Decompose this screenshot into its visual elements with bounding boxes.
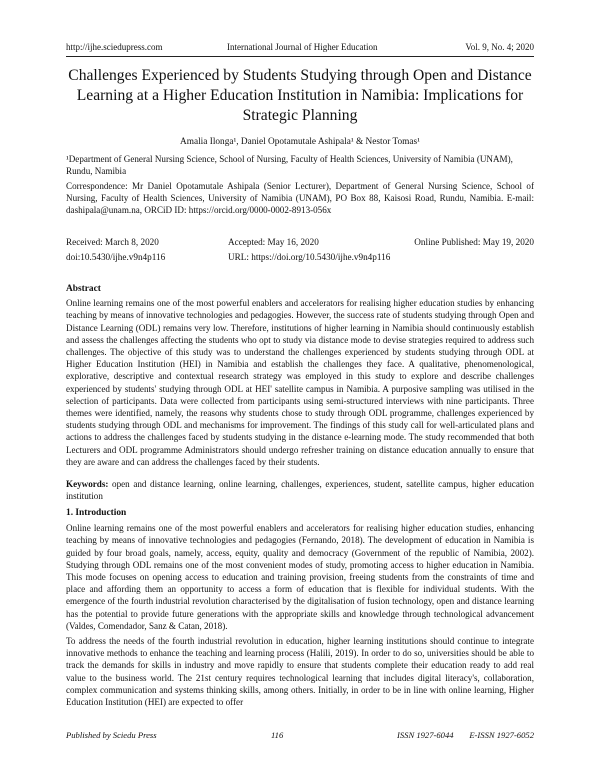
- journal-url[interactable]: http://ijhe.sciedupress.com: [66, 42, 163, 52]
- page-footer: [66, 730, 534, 742]
- intro-paragraph-2: To address the needs of the fourth industrial revolution in education, higher learning institutions should continue to integrate innovative methods to enhance the teaching and learning process (Halili, 2019). In order to do so, universities should be able to track the demands for skills in industry and move rapidly to ensure that students complete their education ready to add real value to the business world. The 21st century requires technological learning that includes digital literacy's, collaboration, complex communication and systems thinking skills, among others. Initially, in order to be in line with online learning, Higher Education Institution (HEI) are expected to offer: [66, 636, 534, 708]
- journal-name: International Journal of Higher Education: [227, 42, 378, 52]
- doi-row: [66, 252, 534, 264]
- abstract-heading: Abstract: [66, 284, 101, 294]
- running-header: [66, 42, 534, 57]
- abstract-section: [66, 283, 534, 468]
- correspondence: Correspondence: Mr Daniel Opotamutale Ashipala (Senior Lecturer), Department of General Nursing Science, School of Nursing, Faculty of Health Sciences, University of Namibia (UNAM), PO Box 88, Kaisosi Road, Rundu, Namibia. E-mail: dashipala@unam.na, ORCiD ID: https://orcid.org/0000-0002-8913-056x: [66, 181, 534, 216]
- abstract-text: Online learning remains one of the most powerful enablers and accelerators for realising higher education studies by enhancing teaching by means of innovative technologies and pedagogies. However, the success rate of students studying through Open and Distance Learning (ODL) remains very low. Therefore, institutions of higher learning in Namibia should continuously establish and assess the challenges affecting the students who opt to study via distance mode to devise strategies required to address such challenges. The objective of this study was to understand the challenges experienced by students studying through ODL at Higher Education Institution (HEI) in Namibia and establish the challenges they face. A qualitative, phenomenological, explorative, descriptive and contextual research strategy was employed in this study to explore and describe challenges experienced by students' studying through ODL at HEI' satellite campus in Namibia. A purposive sampling was utilised in the selection of participants. Data were collected from participants using semi-structured interviews with nine participants. Three themes were identified, namely, the reasons why students chose to study through ODL programme, challenges experienced by students studying through ODL and mechanisms for improvement. The findings of this study call for well-articulated plans and actions to address the challenges faced by students studying in the distance e-learning mode. The study recommended that both Lecturers and ODL programme Administrators should undergo refresher training on distance education annually to ensure that they are aware and can address the challenges faced by their students.: [66, 298, 534, 467]
- keywords: [66, 478, 534, 502]
- dates-row: [66, 237, 534, 249]
- eissn: E-ISSN 1927-6052: [469, 730, 534, 740]
- paper-title: Challenges Experienced by Students Studying through Open and Distance Learning at a Higher Education Institution in Namibia: Implications for Strategic Planning: [68, 67, 532, 124]
- keywords-text: open and distance learning, online learning, challenges, experiences, student, satellite campus, higher education institution: [66, 479, 534, 502]
- intro-paragraph-1: Online learning remains one of the most powerful enablers and accelerators for realising higher education studies, enhancing teaching by means of innovative technologies and pedagogies (Fernando, 2018). The development of education in Namibia is guided by four broad goals, namely, access, equity, quality and democracy (Government of the republic of Namibia, 2002). Studying through ODL remains one of the most convenient modes of study, promoting access to higher education in Namibia. This mode focuses on opening access to education and training provision, freeing students from the constraints of time and place and affording them an opportunity to access a form of education that is flexible for individual students. With the emergence of the fourth industrial revolution characterised by the digitalisation of fusion technology, open and distance learning has the potential to provide future generations with the appropriate skills and knowledge through technological advancement (Valdes, Comendador, Sanz & Catan, 2018).: [66, 523, 534, 631]
- received-date: Received: March 8, 2020: [66, 237, 159, 247]
- issn: ISSN 1927-6044: [397, 730, 454, 740]
- accepted-date: Accepted: May 16, 2020: [228, 237, 319, 247]
- published-date: Online Published: May 19, 2020: [414, 237, 534, 247]
- doi-url[interactable]: URL: https://doi.org/10.5430/ijhe.v9n4p116: [228, 252, 391, 262]
- doi[interactable]: doi:10.5430/ijhe.v9n4p116: [66, 252, 166, 262]
- publisher: Published by Sciedu Press: [66, 730, 157, 740]
- volume-info: Vol. 9, No. 4; 2020: [465, 42, 534, 52]
- introduction-section: [66, 507, 534, 708]
- author-list: Amalia Ilonga¹, Daniel Opotamutale Ashipala¹ & Nestor Tomas¹: [180, 137, 420, 147]
- introduction-heading: 1. Introduction: [66, 508, 127, 518]
- affiliation: ¹Department of General Nursing Science, School of Nursing, Faculty of Health Sciences, University of Namibia (UNAM), Rundu, Namibia: [66, 154, 513, 177]
- page-number: 116: [271, 730, 284, 740]
- keywords-label: Keywords:: [66, 479, 109, 489]
